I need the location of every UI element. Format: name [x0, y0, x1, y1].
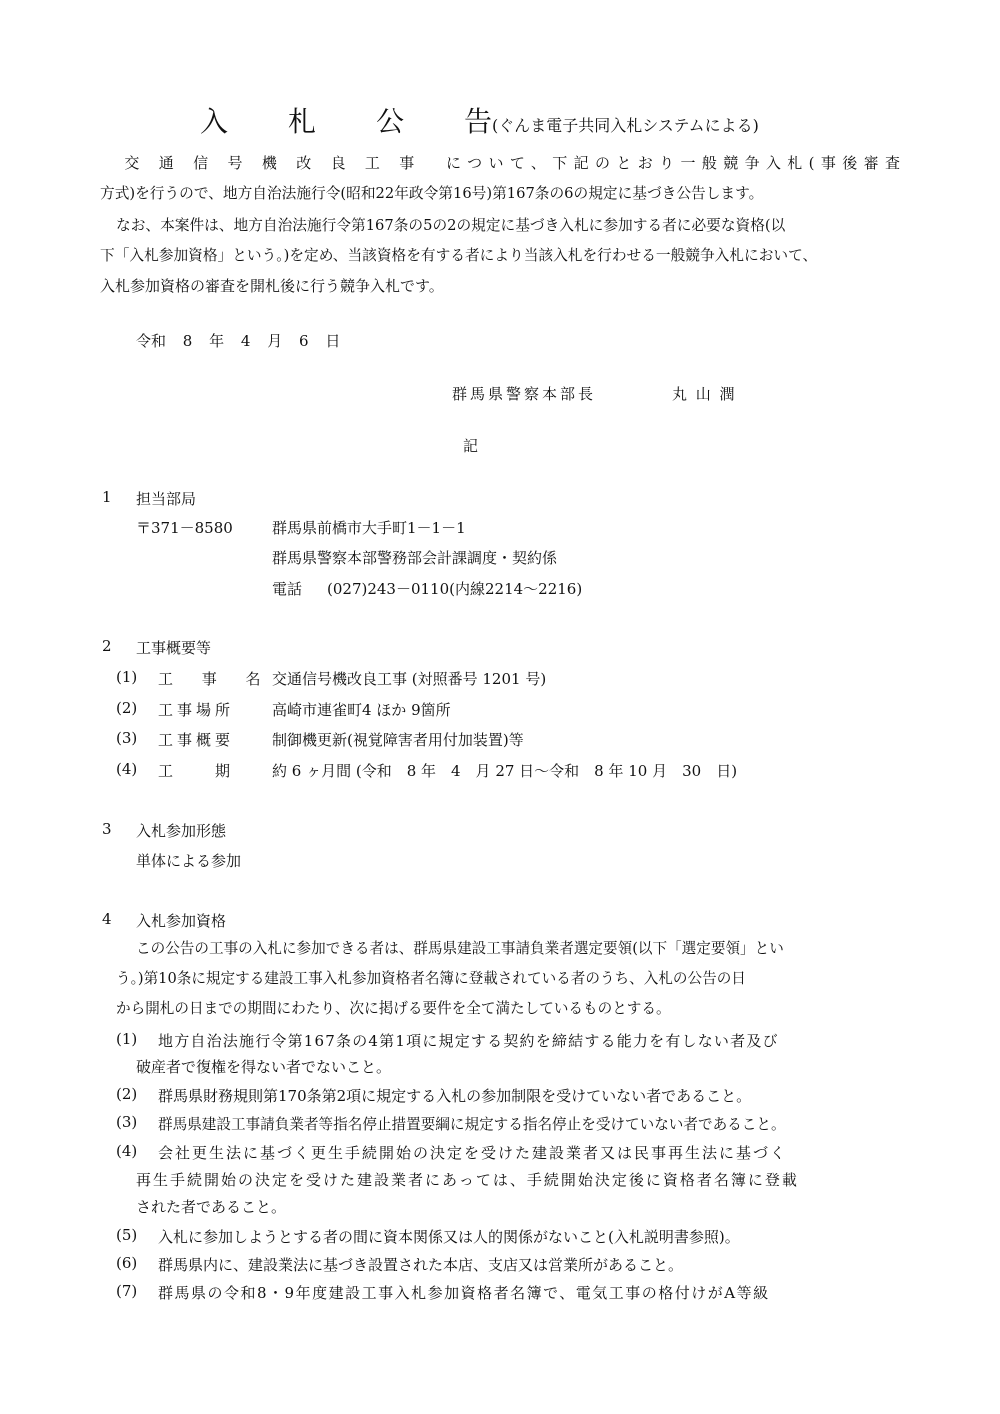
s4-item-6-line-1: 群馬県内に、建設業法に基づき設置された本店、支店又は営業所があること。 — [158, 1256, 684, 1274]
s4-item-7-num: (7) — [116, 1282, 138, 1300]
intro-line-4: 下「入札参加資格」という。)を定め、当該資格を有する者により当該入札を行わせる一般競争入札において、 — [100, 247, 818, 264]
section-1-heading: 担当部局 — [136, 490, 197, 508]
intro-line1-rest: について、下記のとおり一般競争入札(事後審査 — [439, 154, 900, 172]
title-char-4: 告 — [464, 105, 493, 138]
date-day-unit: 日 — [325, 332, 341, 350]
s4-item-5-line-1: 入札に参加しようとする者の間に資本関係又は人的関係がないこと(入札説明書参照)。 — [158, 1228, 740, 1246]
s2-item-2-num: (2) — [116, 699, 138, 717]
s2-item-2-value: 高崎市連雀町4 ほか 9箇所 — [272, 701, 451, 719]
s2-item-1-label: 工 事 名 — [158, 670, 273, 688]
s4-item-4-num: (4) — [116, 1142, 138, 1160]
page-title — [200, 100, 759, 140]
section-3-body: 単体による参加 — [136, 852, 242, 870]
title-char-2: 札 — [288, 105, 317, 138]
department: 群馬県警察本部警務部会計課調度・契約係 — [272, 549, 558, 567]
s4-item-5-num: (5) — [116, 1226, 138, 1244]
s4-para-line-1: この公告の工事の入札に参加できる者は、群馬県建設工事請負業者選定要領(以下「選定要領」とい — [136, 940, 784, 957]
s4-para-line-2: う。)第10条に規定する建設工事入札参加資格者名簿に登載されている者のうち、入札の公告の日 — [116, 970, 746, 987]
s2-item-4-num: (4) — [116, 760, 138, 778]
ki-marker: 記 — [463, 437, 479, 455]
date-day: 6 — [299, 332, 309, 350]
section-1-num: 1 — [102, 488, 112, 506]
date-month: 4 — [240, 332, 251, 350]
s2-item-4-value: 約 6 ヶ月間 (令和 8 年 4 月 27 日～令和 8 年 10 月 30 日) — [272, 762, 738, 780]
intro-line-2: 方式)を行うので、地方自治法施行令(昭和22年政令第16号)第167条の6の規定に基づき公告します。 — [100, 185, 764, 202]
s4-item-4-line-1: 会社更生法に基づく更生手続開始の決定を受けた建設業者又は民事再生法に基づく — [158, 1144, 788, 1162]
s2-item-3-num: (3) — [116, 729, 138, 747]
s4-item-3-line-1: 群馬県建設工事請負業者等指名停止措置要綱に規定する指名停止を受けていない者であること。 — [158, 1116, 786, 1133]
section-4-heading: 入札参加資格 — [136, 912, 227, 930]
section-2-num: 2 — [102, 637, 112, 655]
issuer-title: 群馬県警察本部長 — [452, 385, 597, 403]
s4-item-1-line-1: 地方自治法施行令第167条の4第1項に規定する契約を締結する能力を有しない者及び — [158, 1032, 779, 1050]
intro-line-3: なお、本案件は、地方自治法施行令第167条の5の2の規定に基づき入札に参加する者に必要な資格(以 — [116, 217, 786, 234]
s4-item-2-num: (2) — [116, 1085, 138, 1103]
intro-line-1 — [100, 154, 900, 174]
s4-item-4-line-2: 再生手続開始の決定を受けた建設業者にあっては、手続開始決定後に資格者名簿に登載 — [136, 1171, 799, 1189]
postal-code: 〒371－8580 — [136, 519, 233, 537]
date-era: 令和 — [136, 332, 167, 350]
s4-item-7-line-1: 群馬県の令和8・9年度建設工事入札参加資格者名簿で、電気工事の格付けがA等級 — [158, 1284, 770, 1302]
phone-number: (027)243－0110(内線2214～2216) — [327, 580, 583, 598]
section-3-num: 3 — [102, 820, 112, 838]
title-suffix: (ぐんま電子共同入札システムによる) — [492, 116, 759, 135]
section-3-heading: 入札参加形態 — [136, 822, 227, 840]
s4-item-3-num: (3) — [116, 1113, 138, 1131]
intro-line-5: 入札参加資格の審査を開札後に行う競争入札です。 — [100, 277, 444, 295]
section-2-heading: 工事概要等 — [136, 639, 212, 657]
s2-item-1-num: (1) — [116, 668, 138, 686]
date-year-unit: 年 — [209, 332, 225, 350]
s4-item-1-num: (1) — [116, 1030, 138, 1048]
s4-item-2-line-1: 群馬県財務規則第170条第2項に規定する入札の参加制限を受けていない者であること。 — [158, 1087, 752, 1105]
phone-label: 電話 — [272, 580, 303, 598]
intro-project-name: 交通信号機改良工事 — [118, 154, 434, 172]
s4-item-6-num: (6) — [116, 1254, 138, 1272]
section-4-num: 4 — [102, 910, 112, 928]
s2-item-3-label: 工事概要 — [158, 731, 235, 749]
s2-item-1-value: 交通信号機改良工事 (対照番号 1201 号) — [272, 670, 547, 688]
s4-item-4-line-3: された者であること。 — [136, 1198, 287, 1216]
title-char-3: 公 — [376, 105, 405, 138]
announcement-date — [136, 330, 340, 351]
address: 群馬県前橋市大手町1－1－1 — [272, 519, 466, 537]
s4-item-1-line-2: 破産者で復権を得ない者でないこと。 — [136, 1058, 392, 1076]
s4-para-line-3: から開札の日までの期間にわたり、次に掲げる要件を全て満たしているものとする。 — [116, 1000, 671, 1017]
date-year: 8 — [182, 332, 193, 350]
s2-item-2-label: 工事場所 — [158, 701, 235, 719]
s2-item-4-label: 工 期 — [158, 762, 235, 780]
date-month-unit: 月 — [267, 332, 283, 350]
title-char-1: 入 — [200, 105, 229, 138]
s2-item-3-value: 制御機更新(視覚障害者用付加装置)等 — [272, 731, 524, 749]
issuer-name: 丸 山 潤 — [672, 385, 737, 403]
